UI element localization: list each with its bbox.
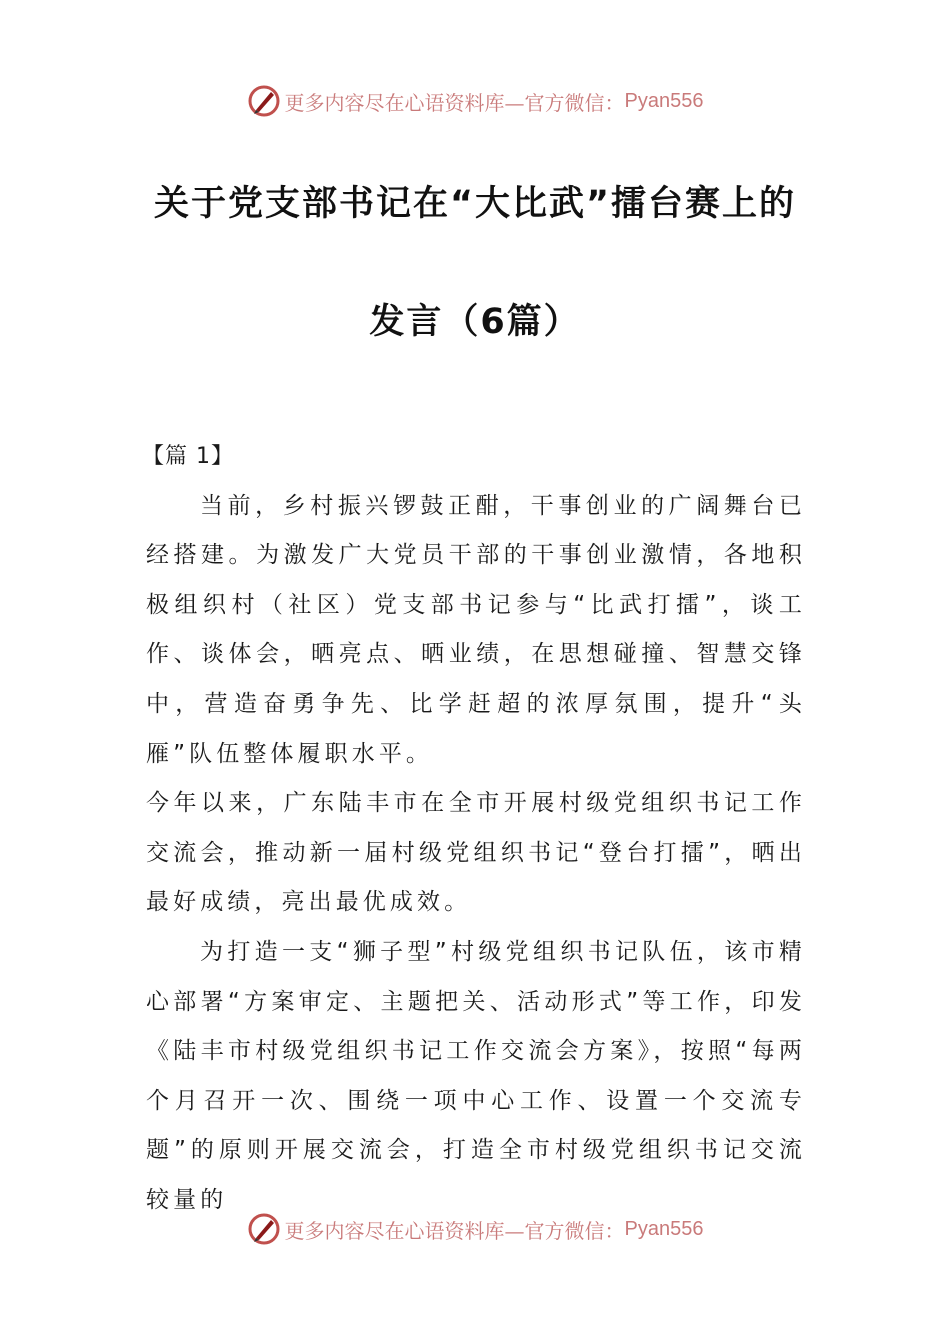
document-body xyxy=(142,432,806,1226)
watermark-text: 更多内容尽在心语资料库—官方微信： xyxy=(284,1218,625,1243)
paragraph-3: 为打造一支“狮子型”村级党组织书记队伍，该市精心部署“方案审定、主题把关、活动形式”等工作，印发《陆丰市村级党组织书记工作交流会方案》，按照“每两个月召开一次、围绕一项中心工作、设置一个交流专题”的原则开展交流会，打造全市村级党组织书记交流较量的 xyxy=(146,938,806,1213)
paragraph-2: 今年以来，广东陆丰市在全市开展村级党组织书记工作交流会，推动新一届村级党组织书记“登台打擂”，晒出最好成绩，亮出最优成效。 xyxy=(146,790,806,916)
footer-watermark xyxy=(0,1212,950,1246)
paragraph-1: 当前，乡村振兴锣鼓正酣，干事创业的广阔舞台已经搭建。为激发广大党员干部的干事创业激情，各地积极组织村（社区）党支部书记参与“比武打擂”，谈工作、谈体会，晒亮点、晒业绩，在思想碰撞、智慧交锋中，营造奋勇争先、比学赶超的浓厚氛围，提升“头雁”队伍整体履职水平。 xyxy=(146,492,806,767)
watermark-text: 更多内容尽在心语资料库—官方微信： xyxy=(284,90,625,115)
header-watermark xyxy=(0,84,950,118)
document-title-line-1: 关于党支部书记在“大比武”擂台赛上的 xyxy=(153,184,796,224)
watermark-id: Pyan556 xyxy=(624,1217,704,1240)
pen-logo-icon xyxy=(247,84,281,118)
watermark-id: Pyan556 xyxy=(624,89,704,112)
document-title-line-2: 发言（6篇） xyxy=(369,302,581,342)
pen-logo-icon xyxy=(247,1212,281,1246)
section-heading: 【篇 1】 xyxy=(142,444,234,469)
